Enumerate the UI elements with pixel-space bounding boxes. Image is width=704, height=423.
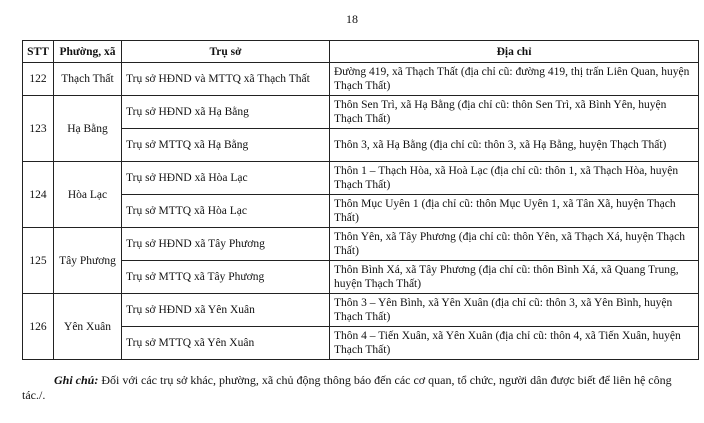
row-stt: 122 — [23, 63, 54, 96]
footnote-text: Đối với các trụ sở khác, phường, xã chủ động thông báo đến các cơ quan, tổ chức, người dân được biết để liên hệ công tác./. — [22, 373, 672, 402]
table-row — [23, 327, 699, 360]
table-row — [23, 63, 699, 96]
table-row — [23, 129, 699, 162]
table-row — [23, 96, 699, 129]
row-ward: Yên Xuân — [54, 294, 122, 360]
row-office: Trụ sở HĐND xã Tây Phương — [122, 228, 330, 261]
header-ward: Phường, xã — [54, 41, 122, 63]
row-address: Thôn 3 – Yên Bình, xã Yên Xuân (địa chỉ cũ: thôn 3, xã Yên Bình, huyện Thạch Thất) — [330, 294, 699, 327]
row-ward: Hạ Bằng — [54, 96, 122, 162]
row-ward: Thạch Thất — [54, 63, 122, 96]
row-address: Đường 419, xã Thạch Thất (địa chỉ cũ: đường 419, thị trấn Liên Quan, huyện Thạch Thất) — [330, 63, 699, 96]
table-header-row — [23, 41, 699, 63]
header-office: Trụ sở — [122, 41, 330, 63]
table-row — [23, 261, 699, 294]
table-row — [23, 162, 699, 195]
row-office: Trụ sở HĐND và MTTQ xã Thạch Thất — [122, 63, 330, 96]
row-stt: 125 — [23, 228, 54, 294]
table-row — [23, 228, 699, 261]
row-ward: Tây Phương — [54, 228, 122, 294]
row-address: Thôn 4 – Tiến Xuân, xã Yên Xuân (địa chỉ cũ: thôn 4, xã Tiến Xuân, huyện Thạch Thất) — [330, 327, 699, 360]
header-stt: STT — [23, 41, 54, 63]
header-address: Địa chỉ — [330, 41, 699, 63]
row-ward: Hòa Lạc — [54, 162, 122, 228]
footnote-label: Ghi chú: — [54, 373, 99, 387]
row-address: Thôn 1 – Thạch Hòa, xã Hoà Lạc (địa chỉ cũ: thôn 1, xã Thạch Hòa, huyện Thạch Thất) — [330, 162, 699, 195]
footnote — [22, 373, 694, 403]
row-office: Trụ sở HĐND xã Yên Xuân — [122, 294, 330, 327]
row-address: Thôn Sen Trì, xã Hạ Bằng (địa chỉ cũ: thôn Sen Trì, xã Bình Yên, huyện Thạch Thất) — [330, 96, 699, 129]
row-address: Thôn Mục Uyên 1 (địa chỉ cũ: thôn Mục Uyên 1, xã Tân Xã, huyện Thạch Thất) — [330, 195, 699, 228]
row-stt: 124 — [23, 162, 54, 228]
row-office: Trụ sở MTTQ xã Yên Xuân — [122, 327, 330, 360]
table-row — [23, 294, 699, 327]
row-office: Trụ sở MTTQ xã Tây Phương — [122, 261, 330, 294]
page-number: 18 — [346, 12, 358, 26]
row-stt: 123 — [23, 96, 54, 162]
office-address-table — [22, 40, 699, 360]
row-office: Trụ sở MTTQ xã Hạ Bằng — [122, 129, 330, 162]
row-stt: 126 — [23, 294, 54, 360]
row-address: Thôn 3, xã Hạ Bằng (địa chỉ cũ: thôn 3, xã Hạ Bằng, huyện Thạch Thất) — [330, 129, 699, 162]
row-address: Thôn Bình Xá, xã Tây Phương (địa chỉ cũ: thôn Bình Xá, xã Quang Trung, huyện Thạch Thất) — [330, 261, 699, 294]
row-office: Trụ sở MTTQ xã Hòa Lạc — [122, 195, 330, 228]
row-office: Trụ sở HĐND xã Hòa Lạc — [122, 162, 330, 195]
row-address: Thôn Yên, xã Tây Phương (địa chỉ cũ: thôn Yên, xã Thạch Xá, huyện Thạch Thất) — [330, 228, 699, 261]
table-row — [23, 195, 699, 228]
row-office: Trụ sở HĐND xã Hạ Bằng — [122, 96, 330, 129]
